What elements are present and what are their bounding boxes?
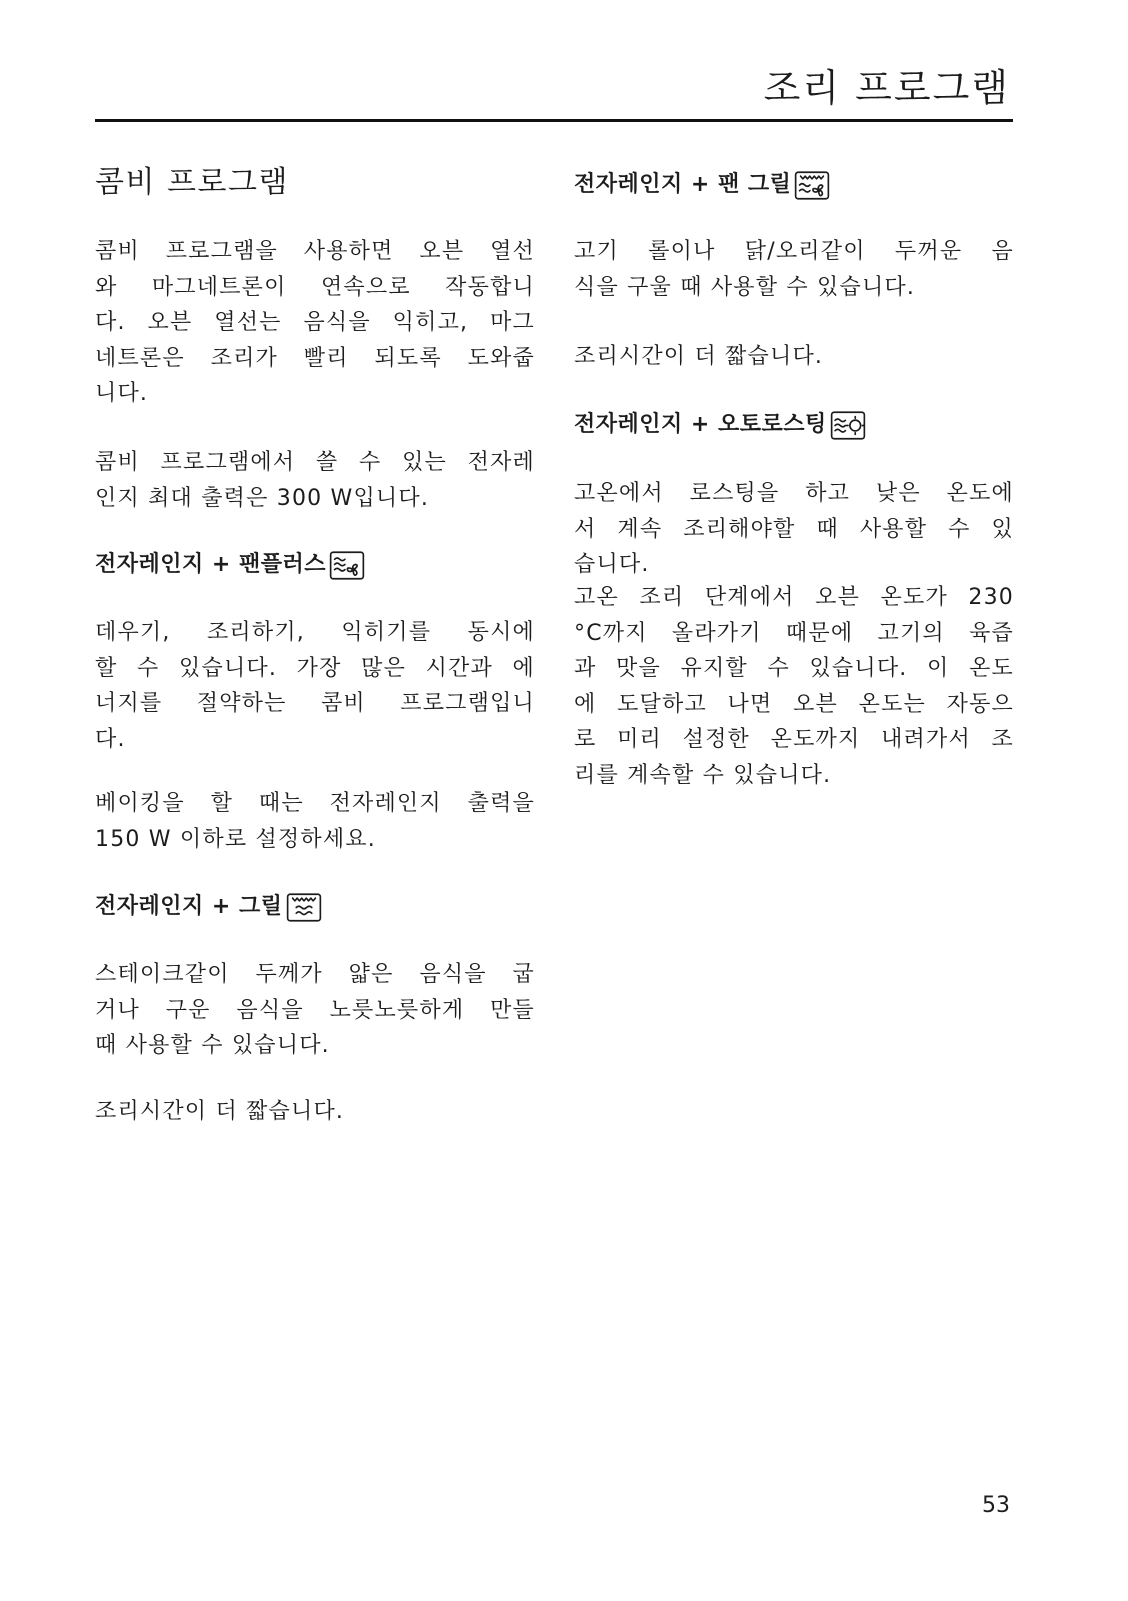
text-line: 서 계속 조리해야할 때 사용할 수 있: [574, 516, 1014, 542]
subsection-title: 전자레인지 + 오토로스팅: [574, 412, 827, 437]
text-line: 리를 계속할 수 있습니다.: [574, 762, 832, 788]
subsection-title: 전자레인지 + 그릴: [95, 894, 283, 919]
fan-plus-icon: [329, 551, 365, 580]
text-line: 베이킹을 할 때는 전자레인지 출력을: [95, 791, 535, 816]
text-line: 150 W 이하로 설정하세요.: [95, 826, 376, 852]
subsection-title: 전자레인지 + 팬플러스: [95, 552, 327, 577]
text-line: 조리시간이 더 짧습니다.: [95, 1099, 345, 1124]
paragraph: [95, 1094, 535, 1130]
text-line: 습니다.: [574, 552, 650, 577]
text-line: 할 수 있습니다. 가장 많은 시간과 에: [95, 655, 535, 681]
subsection-heading: [95, 889, 535, 925]
text-line: 콤비 프로그램을 사용하면 오븐 열선: [95, 239, 535, 264]
text-line: 에 도달하고 나면 오븐 온도는 자동으: [574, 691, 1014, 717]
paragraph: [574, 476, 1014, 583]
subsection-heading: [95, 547, 535, 583]
text-line: 다.: [95, 726, 126, 752]
subsection-title: 전자레인지 + 팬 그릴: [574, 172, 792, 197]
section-heading: 콤비 프로그램: [95, 165, 289, 200]
text-line: 콤비 프로그램에서 쓸 수 있는 전자레: [95, 450, 535, 475]
text-line: 고온에서 로스팅을 하고 낮은 온도에: [574, 481, 1014, 506]
text-line: 로 미리 설정한 온도까지 내려가서 조: [574, 727, 1014, 752]
text-line: 네트론은 조리가 빨리 되도록 도와줍: [95, 345, 535, 371]
text-line: 니다.: [95, 381, 149, 406]
paragraph: [574, 580, 1014, 793]
text-line: 과 맛을 유지할 수 있습니다. 이 온도: [574, 656, 1014, 681]
page-number: 53: [982, 1493, 1010, 1518]
text-line: 너지를 절약하는 콤비 프로그램입니: [95, 691, 535, 716]
paragraph: [95, 615, 535, 757]
fan-grill-icon: [794, 171, 830, 200]
paragraph: [574, 339, 1014, 375]
text-line: 거나 구운 음식을 노릇노릇하게 만들: [95, 997, 535, 1023]
text-line: 데우기, 조리하기, 익히기를 동시에: [95, 620, 535, 645]
grill-icon: [286, 893, 322, 922]
text-line: 와 마그네트론이 연속으로 작동합니: [95, 274, 535, 300]
paragraph: [574, 234, 1014, 305]
left-column: [95, 0, 535, 1601]
subsection-heading: [574, 407, 1014, 443]
paragraph: [95, 234, 535, 412]
page-title: 조리 프로그램: [763, 66, 1010, 110]
text-line: °C까지 올라가기 때문에 고기의 육즙: [574, 620, 1014, 646]
subsection-heading: [574, 167, 1014, 203]
auto-roast-icon: [830, 411, 866, 440]
right-column: [574, 0, 1014, 1601]
text-line: 다. 오븐 열선는 음식을 익히고, 마그: [95, 310, 535, 335]
paragraph: [95, 957, 535, 1064]
paragraph: [95, 445, 535, 516]
text-line: 스테이크같이 두께가 얇은 음식을 굽: [95, 962, 535, 987]
text-line: 때 사용할 수 있습니다.: [95, 1033, 330, 1058]
text-line: 식을 구울 때 사용할 수 있습니다.: [574, 274, 916, 300]
text-line: 인지 최대 출력은 300 W입니다.: [95, 485, 430, 511]
text-line: 고온 조리 단계에서 오븐 온도가 230: [574, 585, 1014, 610]
text-line: 고기 롤이나 닭/오리같이 두꺼운 음: [574, 239, 1014, 264]
text-line: 조리시간이 더 짧습니다.: [574, 344, 824, 369]
paragraph: [95, 786, 535, 857]
